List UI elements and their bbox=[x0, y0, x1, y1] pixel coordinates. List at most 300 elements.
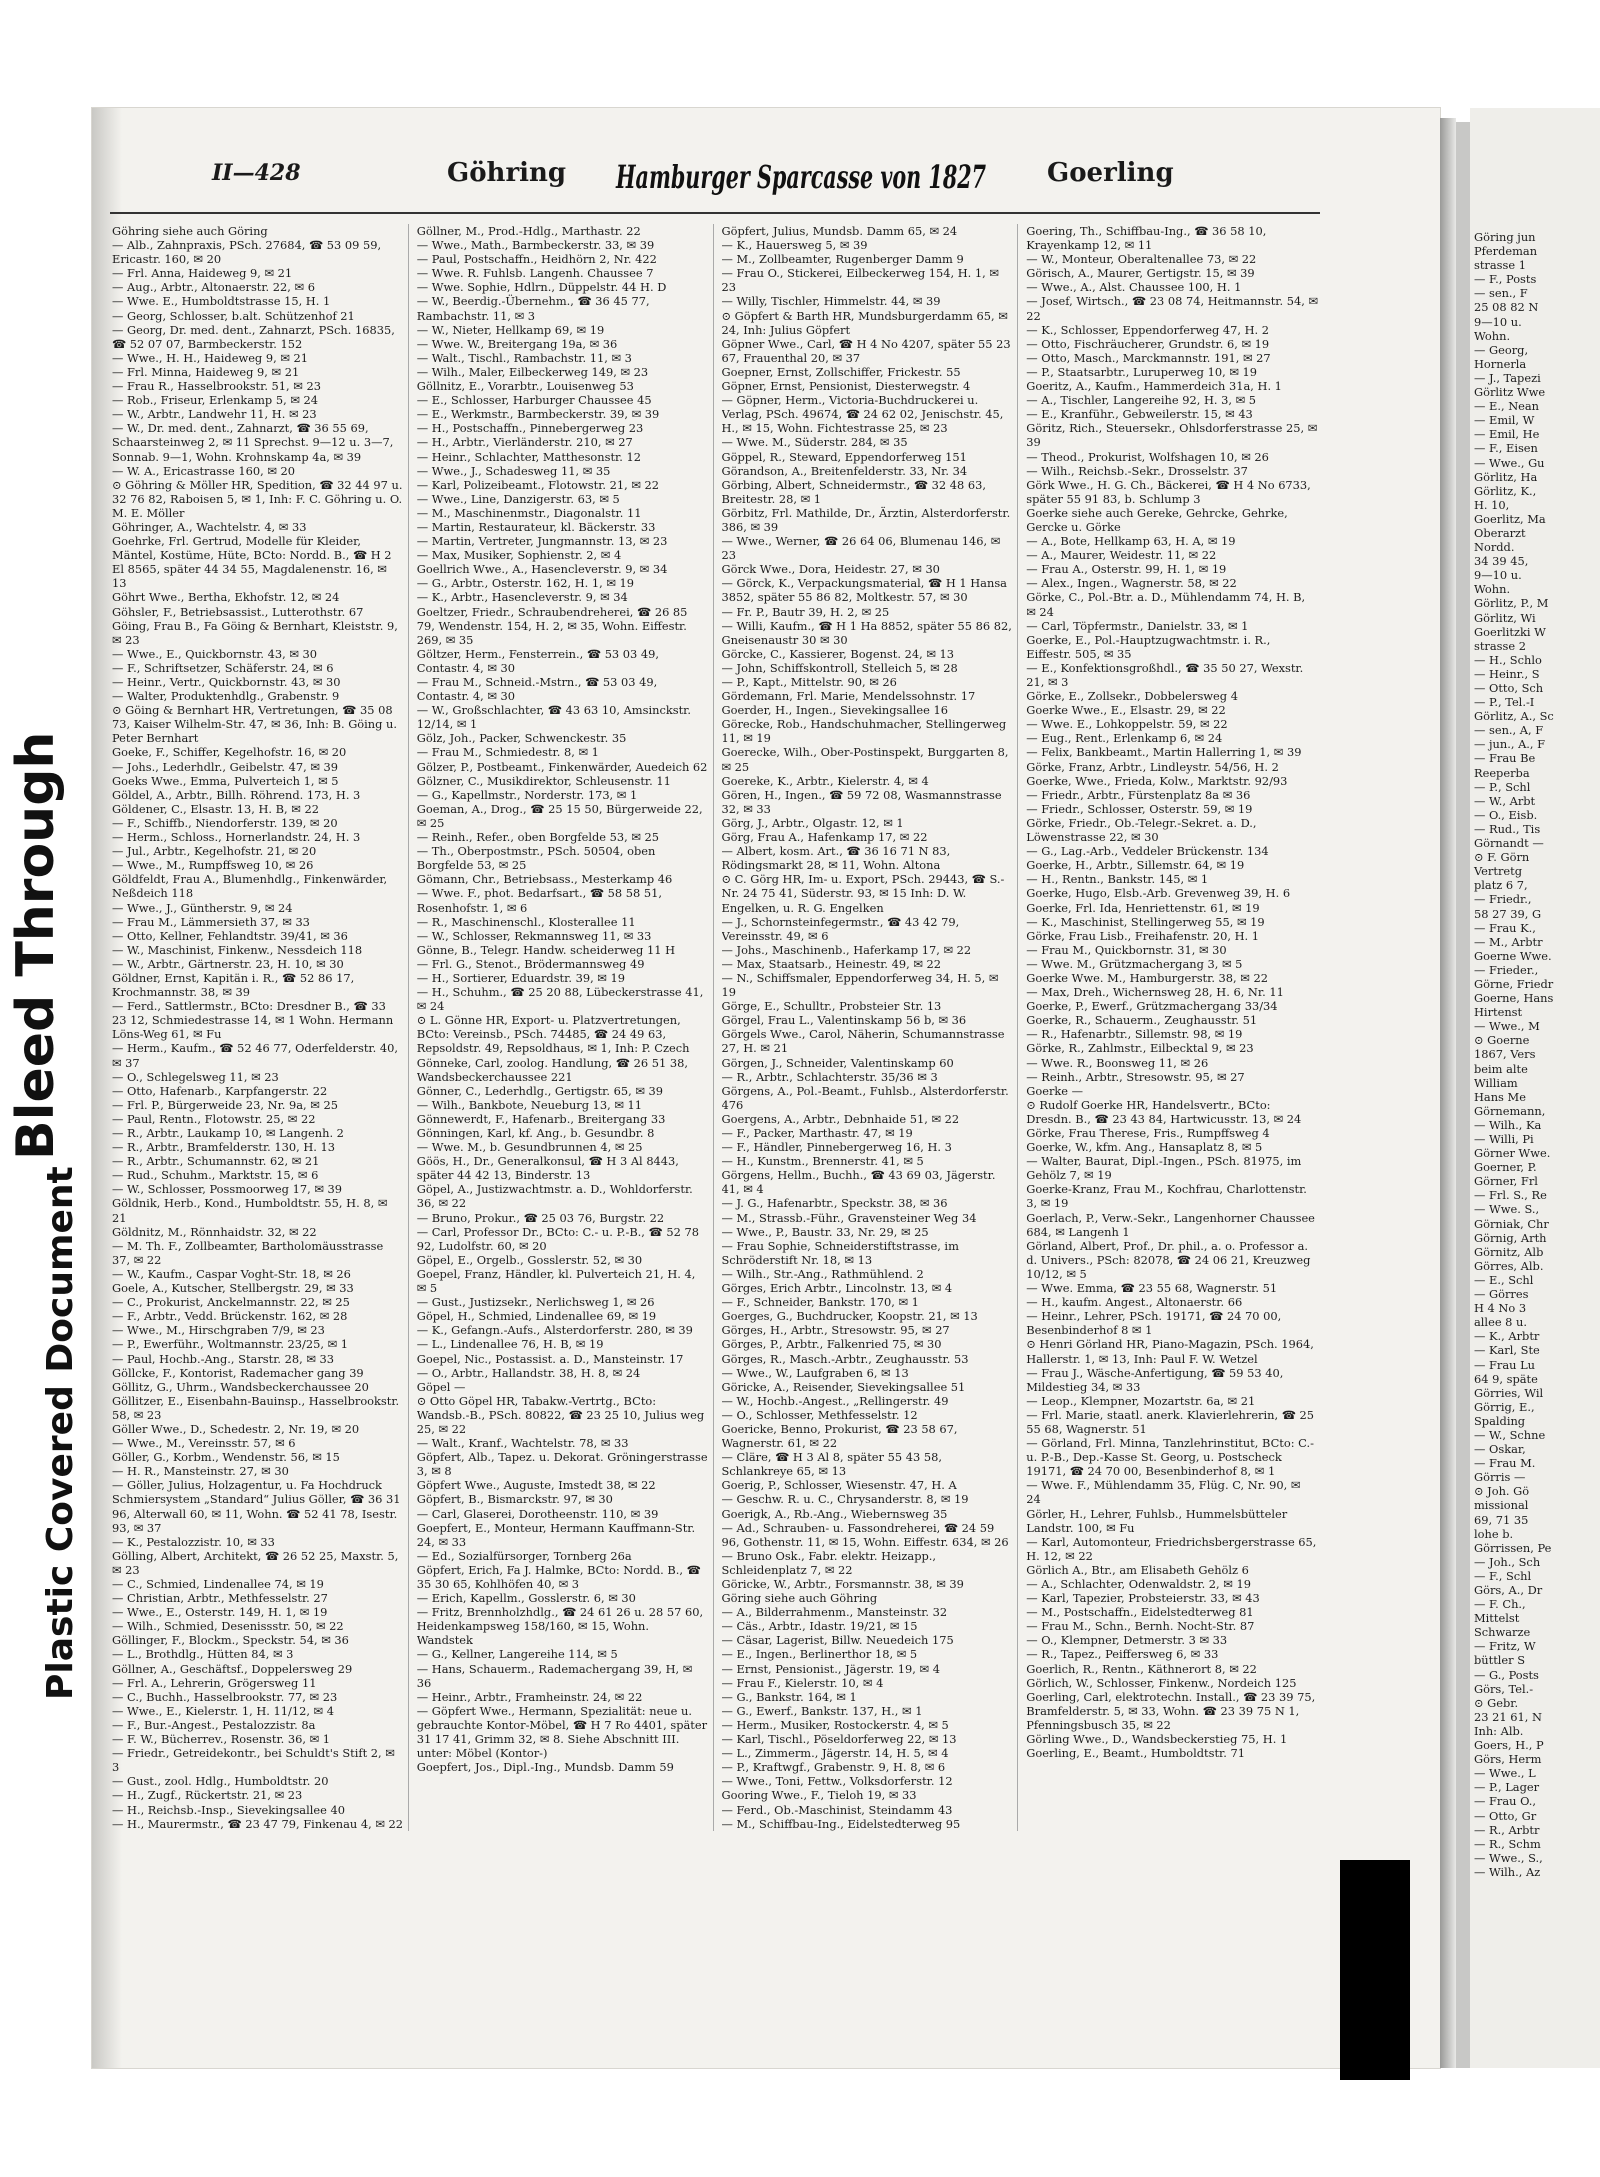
directory-entry: — F., Schiffb., Niendorferstr. 139, ✉ 20 bbox=[112, 815, 338, 830]
adjacent-page-line: — F. Ch., bbox=[1474, 1597, 1526, 1612]
directory-entry: — R., Arbtr., Schumannstr. 62, ✉ 21 bbox=[112, 1154, 320, 1169]
directory-entry: — C., Schmied, Lindenallee 74, ✉ 19 bbox=[112, 1577, 324, 1591]
adjacent-page-line: Görner Wwe. bbox=[1474, 1146, 1551, 1161]
directory-entry: — Walter, Produktenhdlg., Grabenstr. 9 bbox=[112, 689, 340, 704]
directory-entry: — F., Schriftsetzer, Schäferstr. 24, ✉ 6 bbox=[112, 660, 334, 675]
directory-entry: — Fritz, Brennholzhdlg., ☎ 24 61 26 u. 28 57 60, Heidenkampsweg 158/160, ✉ 15, Wohn. Wandstek bbox=[416, 1605, 704, 1648]
adjacent-page-line: Görs, Tel.- bbox=[1474, 1681, 1534, 1696]
directory-entry: Görck Wwe., Dora, Heidestr. 27, ✉ 30 bbox=[721, 562, 940, 577]
directory-entry: — E., Konfektionsgroßhdl., ☎ 35 50 27, Wexstr. 21, ✉ 3 bbox=[1026, 660, 1304, 689]
adjacent-page-line: — W., Arbt bbox=[1474, 793, 1536, 808]
directory-entry: — Max, Dreh., Wichernsweg 28, H. 6, Nr. 11 bbox=[1026, 985, 1284, 1000]
adjacent-page-line: — sen., F bbox=[1474, 286, 1528, 301]
directory-entry: — J., Schornsteinfegermstr., ☎ 43 42 79, Vereinsstr. 49, ✉ 6 bbox=[721, 914, 960, 943]
adjacent-page-line: platz 6 7, bbox=[1474, 878, 1528, 893]
directory-entry: — Walt., Kranf., Wachtelstr. 78, ✉ 33 bbox=[416, 1436, 629, 1451]
directory-entry: — P., Kapt., Mittelstr. 90, ✉ 26 bbox=[721, 675, 897, 689]
directory-entry: — Wwe. F., phot. Bedarfsart., ☎ 58 58 51, Rosenhofstr. 1, ✉ 6 bbox=[416, 886, 663, 915]
adjacent-page-line: Görrissen, Pe bbox=[1474, 1540, 1552, 1555]
directory-entry: — Frau Sophie, Schneiderstiftstrasse, im Schröderstift Nr. 18, ✉ 13 bbox=[721, 1238, 959, 1267]
directory-entry: Goeks Wwe., Emma, Pulverteich 1, ✉ 5 bbox=[112, 773, 339, 788]
adjacent-page-fragment bbox=[1470, 108, 1600, 2068]
directory-entry: — Paul, Rentn., Flotowstr. 25, ✉ 22 bbox=[112, 1111, 316, 1126]
directory-entry: — Heinr., Lehrer, PSch. 19171, ☎ 24 70 00, Besenbinderhof 8 ✉ 1 bbox=[1026, 1309, 1282, 1338]
directory-entry: Görke, E., Zollsekr., Dobbelersweg 4 bbox=[1026, 689, 1238, 704]
directory-entry: — Willi, Kaufm., ☎ H 1 Ha 8852, später 55 86 82, Gneisenaustr 30 ✉ 30 bbox=[721, 618, 1012, 647]
adjacent-page-line: Görnemann, bbox=[1474, 1103, 1546, 1118]
directory-entry: — Reinh., Arbtr., Stresowstr. 95, ✉ 27 bbox=[1026, 1069, 1245, 1084]
bank-logo-text: Hamburger Sparcasse von 1827 bbox=[615, 158, 986, 196]
directory-entry: — Wwe. M., Grützmachergang 3, ✉ 5 bbox=[1026, 956, 1243, 971]
directory-entry: — Wilh., Str.-Ang., Rathmühlend. 2 bbox=[721, 1266, 924, 1281]
directory-entry: Göllitzer, E., Eisenbahn-Bauinsp., Hasselbrookstr. 58, ✉ 23 bbox=[112, 1393, 400, 1422]
directory-entry: — M., Postschaffn., Eidelstedterweg 81 bbox=[1026, 1605, 1254, 1620]
adjacent-page-line: — Otto, Sch bbox=[1474, 681, 1544, 695]
directory-entry: — K., Schlosser, Eppendorferweg 47, H. 2 bbox=[1026, 322, 1270, 337]
directory-entry: — Carl, Professor Dr., BCto: C.- u. P.-B., ☎ 52 78 92, Ludolfstr. 60, ✉ 20 bbox=[416, 1224, 699, 1253]
directory-entry: — Herm., Schloss., Hornerlandstr. 24, H. 3 bbox=[112, 830, 361, 845]
adjacent-page-line: ⊙ Joh. Gö bbox=[1474, 1484, 1530, 1499]
directory-entry: — O., Schlegelsweg 11, ✉ 23 bbox=[112, 1069, 279, 1084]
directory-entry: Goerke, P., Ewerf., Grützmachergang 33/34 bbox=[1026, 999, 1278, 1014]
adjacent-page-line: — J., Tapezi bbox=[1474, 370, 1541, 385]
directory-entry: — Frau O., Stickerei, Eilbeckerweg 154, H. 1, ✉ 23 bbox=[721, 266, 999, 295]
adjacent-page-line: — Otto, Gr bbox=[1474, 1808, 1537, 1823]
adjacent-page-line: Hirtenst bbox=[1474, 1005, 1523, 1020]
directory-entry: ⊙ Göhring & Möller HR, Spedition, ☎ 32 44 97 u. 32 76 82, Raboisen 5, ✉ 1, Inh: F. C. Göhring u. O. M. E. Möller bbox=[112, 477, 403, 520]
directory-entry: — Wwe. F., Mühlendamm 35, Flüg. C, Nr. 90, ✉ 24 bbox=[1026, 1478, 1301, 1507]
directory-entry: — Wwe., E., Kielerstr. 1, H. 11/12, ✉ 4 bbox=[112, 1703, 334, 1718]
directory-entry: ⊙ Göing & Bernhart HR, Vertretungen, ☎ 35 08 73, Kaiser Wilhelm-Str. 47, ✉ 36, Inh: B. Göing u. Peter Bernhart bbox=[112, 703, 397, 746]
directory-entry: Göricke, W., Arbtr., Forsmannstr. 38, ✉ 39 bbox=[721, 1577, 964, 1591]
directory-entry: Goepel, Franz, Händler, kl. Pulverteich 21, H. 4, ✉ 5 bbox=[416, 1266, 696, 1296]
directory-entry: — Hans, Schauerm., Rademachergang 39, H, ✉ 36 bbox=[416, 1661, 693, 1690]
directory-entry: — Ferd., Sattlermstr., BCto: Dresdner B., ☎ 33 23 12, Schmiedestrasse 14, ✉ 1 Wohn. Hermann Löns-Weg 61, ✉ Fu bbox=[112, 999, 394, 1042]
directory-entry: — F., Packer, Marthastr. 47, ✉ 19 bbox=[721, 1126, 913, 1140]
directory-entry: — Ad., Schrauben- u. Fassondreherei, ☎ 24 59 96, Gothenstr. 11, ✉ 15, Wohn. Eiffestr. 634, ✉ 26 bbox=[721, 1520, 1009, 1549]
directory-entry: — Gust., zool. Hdlg., Humboldtstr. 20 bbox=[112, 1774, 329, 1789]
directory-entry: — W., Großschlachter, ☎ 43 63 10, Amsinckstr. 12/14, ✉ 1 bbox=[416, 703, 691, 732]
adjacent-page-line: Göring jun bbox=[1474, 230, 1536, 244]
adjacent-page-line: Görs, A., Dr bbox=[1474, 1583, 1543, 1597]
directory-entry: — Alb., Zahnpraxis, PSch. 27684, ☎ 53 09 59, Ericastr. 160, ✉ 20 bbox=[112, 238, 382, 267]
directory-entry: — H., Kunstm., Brennerstr. 41, ✉ 5 bbox=[721, 1154, 924, 1169]
directory-entry: Gönneke, Carl, zoolog. Handlung, ☎ 26 51 38, Wandsbeckerchaussee 221 bbox=[416, 1055, 688, 1084]
directory-entry: — L., Lindenallee 76, H. B, ✉ 19 bbox=[416, 1337, 604, 1352]
adjacent-page-line: William bbox=[1474, 1075, 1518, 1090]
directory-entry: — A., Schlachter, Odenwaldstr. 2, ✉ 19 bbox=[1026, 1577, 1251, 1591]
directory-entry: — H., Schuhm., ☎ 25 20 88, Lübeckerstrasse 41, ✉ 24 bbox=[416, 985, 704, 1014]
adjacent-page-line: — Wilh., Az bbox=[1474, 1864, 1541, 1879]
directory-entry: — Wwe. W., Breitergang 19a, ✉ 36 bbox=[416, 336, 618, 351]
directory-entry: — Max, Staatsarb., Heinestr. 49, ✉ 22 bbox=[721, 956, 942, 971]
adjacent-page-line: strasse 1 bbox=[1474, 258, 1526, 273]
directory-entry: Goerder, H., Ingen., Sievekingsallee 16 bbox=[721, 703, 949, 718]
directory-entry: — Wwe., Werner, ☎ 26 64 06, Blumenau 146, ✉ 23 bbox=[721, 534, 1001, 563]
directory-entry: — Martin, Vertreter, Jungmannstr. 13, ✉ 23 bbox=[416, 534, 668, 549]
directory-entry: — Wwe., M., Rumpffsweg 10, ✉ 26 bbox=[112, 858, 314, 873]
directory-entry: — Göller, Julius, Holzagentur, u. Fa Hochdruck Schmiersystem „Standard“ Julius Göller, ☎ 36 31 96, Alterwall 60, ✉ 11, Wohn. ☎ 52 41 78, Isestr. 93, ✉ 37 bbox=[112, 1478, 401, 1535]
adjacent-page-line: — P., Lager bbox=[1474, 1780, 1540, 1795]
directory-entry: Görges, P., Arbtr., Falkenried 75, ✉ 30 bbox=[721, 1337, 942, 1352]
directory-entry: — W., Maschinist, Finkenw., Nessdeich 118 bbox=[112, 942, 363, 957]
adjacent-page-line: — Frl. S., Re bbox=[1474, 1188, 1547, 1203]
adjacent-page-line: — R., Arbtr bbox=[1474, 1822, 1540, 1837]
directory-entry: Görgens, Hellm., Buchh., ☎ 43 69 03, Jägerstr. 41, ✉ 4 bbox=[721, 1168, 996, 1197]
adjacent-page-lines bbox=[1470, 108, 1600, 1879]
adjacent-page-line: — Emil, He bbox=[1474, 427, 1540, 442]
directory-entry: Göricke, A., Reisender, Sievekingsallee 51 bbox=[721, 1379, 966, 1394]
directory-column-3 bbox=[722, 224, 1019, 1831]
directory-entry: — Eug., Rent., Erlenkamp 6, ✉ 24 bbox=[1026, 731, 1223, 746]
adjacent-page-line: — Görres bbox=[1474, 1287, 1529, 1302]
directory-entry: ⊙ Henri Görland HR, Piano-Magazin, PSch. 1964, Hallerstr. 1, ✉ 13, Inh: Paul F. W. Wetzel bbox=[1026, 1337, 1314, 1366]
directory-columns bbox=[112, 224, 1322, 1831]
directory-entry: — Alex., Ingen., Wagnerstr. 58, ✉ 22 bbox=[1026, 576, 1237, 591]
directory-entry: — Martin, Restaurateur, kl. Bäckerstr. 33 bbox=[416, 519, 656, 534]
directory-entry: Goerigk, A., Rb.-Ang., Wiebernsweg 35 bbox=[721, 1506, 948, 1521]
directory-entry: ⊙ Rudolf Goerke HR, Handelsvertr., BCto: Dresdn. B., ☎ 23 43 84, Hartwicusstr. 13, ✉ 24 bbox=[1026, 1097, 1302, 1126]
adjacent-page-line: H. 10, bbox=[1474, 497, 1510, 512]
directory-entry: Göpner, Ernst, Pensionist, Diesterwegstr. 4 bbox=[721, 379, 971, 394]
adjacent-page-line: Spalding bbox=[1474, 1413, 1526, 1428]
directory-entry: — Frau J., Wäsche-Anfertigung, ☎ 59 53 40, Mildestieg 34, ✉ 33 bbox=[1026, 1365, 1284, 1394]
adjacent-page-line: Pferdeman bbox=[1474, 244, 1538, 259]
directory-entry: Göllcke, F., Kontorist, Rademacher gang 39 bbox=[112, 1365, 364, 1380]
directory-entry: Göritz, Rich., Steuersekr., Ohlsdorferstrasse 25, ✉ 39 bbox=[1026, 421, 1318, 450]
directory-entry: — John, Schiffskontroll, Stelleich 5, ✉ 28 bbox=[721, 660, 958, 675]
directory-entry: Gölzer, P., Postbeamt., Finkenwärder, Auedeich 62 bbox=[416, 759, 708, 774]
directory-entry: Goerke, Hugo, Elsb.-Arb. Grevenweg 39, H. 6 bbox=[1026, 886, 1291, 901]
directory-entry: — R., Tapez., Peiffersweg 6, ✉ 33 bbox=[1026, 1647, 1219, 1662]
directory-entry: Göpel, E., Orgelb., Gosslerstr. 52, ✉ 30 bbox=[416, 1252, 643, 1267]
adjacent-page-line: Schwarze bbox=[1474, 1625, 1531, 1640]
adjacent-page-line: Goerne Wwe. bbox=[1474, 948, 1552, 963]
directory-entry: — M., Schiffbau-Ing., Eidelstedterweg 95 bbox=[721, 1816, 961, 1831]
directory-entry: — Josef, Wirtsch., ☎ 23 08 74, Heitmannstr. 54, ✉ 22 bbox=[1026, 294, 1318, 323]
directory-entry: — O., Arbtr., Hallandstr. 38, H. 8, ✉ 24 bbox=[416, 1365, 641, 1380]
adjacent-page-line: — G., Posts bbox=[1474, 1667, 1539, 1682]
directory-entry: — Walter, Baurat, Dipl.-Ingen., PSch. 81975, im Gehölz 7, ✉ 19 bbox=[1026, 1154, 1302, 1183]
adjacent-page-line: Görnig, Arth bbox=[1474, 1230, 1547, 1245]
directory-entry: Goering, Th., Schiffbau-Ing., ☎ 36 58 10, Krayenkamp 12, ✉ 11 bbox=[1026, 224, 1267, 253]
directory-entry: Goehrke, Frl. Gertrud, Modelle für Kleider, Mäntel, Kostüme, Hüte, BCto: Nordd. B., ☎ H 2 El 8565, später 44 34 55, Magdalenenstr. 16, ✉ 13 bbox=[112, 534, 392, 591]
directory-entry: — Wwe., E., Osterstr. 149, H. 1, ✉ 19 bbox=[112, 1605, 328, 1620]
directory-entry: — E., Ingen., Berlinerthor 18, ✉ 5 bbox=[721, 1647, 918, 1662]
adjacent-page-line: beim alte bbox=[1474, 1061, 1528, 1076]
directory-entry: — Wwe. Sophie, Hdlrn., Düppelstr. 44 H. D bbox=[416, 280, 667, 295]
directory-entry: — E., Kranführ., Gebweilerstr. 15, ✉ 43 bbox=[1026, 407, 1253, 422]
directory-entry: Gördemann, Frl. Marie, Mendelssohnstr. 17 bbox=[721, 689, 976, 704]
directory-entry: — Max, Musiker, Sophienstr. 2, ✉ 4 bbox=[416, 548, 622, 563]
directory-entry: — Frl. P., Bürgerweide 23, Nr. 9a, ✉ 25 bbox=[112, 1097, 338, 1112]
directory-entry: — G., Kellner, Langereihe 114, ✉ 5 bbox=[416, 1647, 618, 1662]
directory-entry: — W., Schlosser, Rekmannsweg 11, ✉ 33 bbox=[416, 928, 652, 943]
directory-entry: Goerke, E., Pol.-Hauptzugwachtmstr. i. R., Eiffestr. 505, ✉ 35 bbox=[1026, 632, 1271, 661]
directory-entry: Görke, R., Zahlmstr., Eilbecktal 9, ✉ 23 bbox=[1026, 1041, 1254, 1056]
directory-entry: — F., Bur.-Angest., Pestalozzistr. 8a bbox=[112, 1717, 316, 1732]
directory-entry: — K., Pestalozzistr. 10, ✉ 33 bbox=[112, 1534, 275, 1549]
directory-entry: Goerig, P., Schlosser, Wiesenstr. 47, H. A bbox=[721, 1478, 957, 1493]
directory-entry: Gölling, Albert, Architekt, ☎ 26 52 25, Maxstr. 5, ✉ 23 bbox=[112, 1548, 399, 1577]
directory-entry: — Friedr., Getreidekontr., bei Schuldt's Stift 2, ✉ 3 bbox=[112, 1746, 395, 1775]
directory-entry: — Wwe., M., Hirschgraben 7/9, ✉ 23 bbox=[112, 1323, 325, 1338]
directory-entry: — Heinr., Vertr., Quickbornstr. 43, ✉ 30 bbox=[112, 675, 341, 689]
adjacent-page-line: — Emil, W bbox=[1474, 413, 1535, 428]
directory-entry: — A., Tischler, Langereihe 92, H. 3, ✉ 5 bbox=[1026, 393, 1257, 408]
directory-entry: — Christian, Arbtr., Methfesselstr. 27 bbox=[112, 1591, 328, 1606]
adjacent-page-line: — K., Arbtr bbox=[1474, 1329, 1540, 1344]
adjacent-page-line: missional bbox=[1474, 1498, 1529, 1513]
adjacent-page-line: — Frau Lu bbox=[1474, 1357, 1536, 1372]
directory-entry: — W., Monteur, Oberaltenallee 73, ✉ 22 bbox=[1026, 252, 1257, 267]
directory-entry: — Frau M., Lämmersieth 37, ✉ 33 bbox=[112, 914, 310, 929]
directory-entry: Görges, H., Arbtr., Stresowstr. 95, ✉ 27 bbox=[721, 1323, 950, 1338]
directory-entry: Görlich, W., Schlosser, Finkenw., Nordeich 125 bbox=[1026, 1675, 1297, 1690]
directory-entry: Goerke siehe auch Gereke, Gehrcke, Gehrke, Gercke u. Görke bbox=[1026, 505, 1288, 534]
adjacent-page-line: ⊙ Gebr. bbox=[1474, 1695, 1519, 1710]
directory-entry: Görgens, A., Pol.-Beamt., Fuhlsb., Alsterdorferstr. 476 bbox=[721, 1083, 1009, 1112]
directory-entry: Goerke, R., Schauerm., Zeughausstr. 51 bbox=[1026, 1013, 1258, 1028]
directory-entry: Görgels Wwe., Carol, Näherin, Schumannstrasse 27, H. ✉ 21 bbox=[721, 1027, 1005, 1056]
directory-entry: Görk Wwe., H. G. Ch., Bäckerei, ☎ H 4 No 6733, später 55 91 83, b. Schlump 3 bbox=[1026, 477, 1311, 506]
directory-entry: Gönner, C., Lederhdlg., Gertigstr. 65, ✉ 39 bbox=[416, 1083, 663, 1098]
directory-entry: Goereke, K., Arbtr., Kielerstr. 4, ✉ 4 bbox=[721, 773, 929, 788]
directory-entry: Goerecke, Wilh., Ober-Postinspekt, Burggarten 8, ✉ 25 bbox=[721, 745, 1009, 774]
directory-entry: — Felix, Bankbeamt., Martin Hallerring 1, ✉ 39 bbox=[1026, 745, 1302, 760]
directory-entry: Goerke — bbox=[1026, 1083, 1084, 1098]
adjacent-page-line: — M., Arbtr bbox=[1474, 934, 1543, 949]
directory-entry: — Ed., Sozialfürsorger, Tornberg 26a bbox=[416, 1548, 632, 1563]
directory-entry: — Wwe., J., Schadesweg 11, ✉ 35 bbox=[416, 463, 611, 478]
adjacent-page-line: — R., Schm bbox=[1474, 1836, 1541, 1851]
adjacent-page-line: — Frau Be bbox=[1474, 751, 1536, 766]
directory-entry: — W. A., Ericastrasse 160, ✉ 20 bbox=[112, 463, 295, 478]
directory-entry: Göpel — bbox=[416, 1379, 466, 1394]
directory-entry: — Wwe., H. H., Haideweg 9, ✉ 21 bbox=[112, 350, 308, 365]
directory-entry: Goerlich, R., Rentn., Käthnerort 8, ✉ 22 bbox=[1026, 1661, 1257, 1676]
adjacent-page-line: — Heinr., S bbox=[1474, 666, 1540, 681]
book-spine-shadow bbox=[1340, 1860, 1410, 2080]
directory-entry: Görland, Albert, Prof., Dr. phil., a. o. Professor a. d. Univers., PSch: 82078, ☎ 24 06 21, Kreuzweg 10/12, ✉ 5 bbox=[1026, 1238, 1311, 1281]
directory-entry: — Frau M., Schmiedestr. 8, ✉ 1 bbox=[416, 745, 599, 760]
adjacent-page-line: Reeperba bbox=[1474, 765, 1530, 780]
directory-entry: Göpfert Wwe., Auguste, Imstedt 38, ✉ 22 bbox=[416, 1478, 656, 1493]
directory-entry: — Otto, Masch., Marckmannstr. 191, ✉ 27 bbox=[1026, 350, 1271, 365]
adjacent-page-line: Goerne, Hans bbox=[1474, 991, 1554, 1006]
adjacent-page-line: Wohn. bbox=[1474, 328, 1511, 343]
directory-entry: Göller Wwe., D., Schedestr. 2, Nr. 19, ✉ 20 bbox=[112, 1421, 360, 1436]
directory-entry: — Frl. Anna, Haideweg 9, ✉ 21 bbox=[112, 266, 293, 281]
directory-entry: Görisch, A., Maurer, Gertigstr. 15, ✉ 39 bbox=[1026, 266, 1255, 281]
adjacent-page-line: — Wwe., L bbox=[1474, 1766, 1536, 1781]
adjacent-page-line: Görne, Friedr bbox=[1474, 976, 1554, 991]
directory-entry: Görke, Frau Lisb., Freihafenstr. 20, H. 1 bbox=[1026, 928, 1260, 943]
directory-entry: — Paul, Postschaffn., Heidhörn 2, Nr. 422 bbox=[416, 252, 657, 267]
adjacent-page-line: — jun., A., F bbox=[1474, 737, 1546, 752]
directory-entry: Göldnik, Herb., Kond., Humboldtstr. 55, H. 8, ✉ 21 bbox=[112, 1196, 388, 1225]
adjacent-page-line: 25 08 82 N bbox=[1474, 300, 1539, 315]
directory-entry: — P., Ewerführ., Woltmannstr. 23/25, ✉ 1 bbox=[112, 1337, 349, 1352]
directory-entry: Goerling, Carl, elektrotechn. Install., ☎ 23 39 75, Bramfelderstr. 5, ✉ 33, Wohn. ☎ 23 39 75 N 1, Pfenningsbusch 35, ✉ 22 bbox=[1026, 1689, 1316, 1732]
directory-entry: Goericke, Benno, Prokurist, ☎ 23 58 67, Wagnerstr. 61, ✉ 22 bbox=[721, 1421, 958, 1451]
directory-entry: — F., Händler, Pinnebergerweg 16, H. 3 bbox=[721, 1140, 952, 1155]
directory-entry: Goerke, W., kfm. Ang., Hansaplatz 8, ✉ 5 bbox=[1026, 1140, 1263, 1155]
directory-entry: — Willy, Tischler, Himmelstr. 44, ✉ 39 bbox=[721, 294, 941, 309]
directory-entry: — Walt., Tischl., Rambachstr. 11, ✉ 3 bbox=[416, 350, 632, 365]
directory-entry: — A., Bilderrahmenm., Mansteinstr. 32 bbox=[721, 1605, 948, 1620]
adjacent-page-line: strasse 2 bbox=[1474, 638, 1526, 653]
adjacent-page-line: Oberarzt bbox=[1474, 525, 1526, 540]
directory-entry: — Jul., Arbtr., Kegelhofstr. 21, ✉ 20 bbox=[112, 844, 317, 859]
directory-entry: — Görck, K., Verpackungsmaterial, ☎ H 1 Hansa 3852, später 55 86 82, Moltkestr. 57, ✉ 30 bbox=[721, 576, 1007, 605]
directory-entry: Goerges, G., Buchdrucker, Koopstr. 21, ✉ 13 bbox=[721, 1309, 978, 1324]
directory-entry: Göllinger, F., Blockm., Speckstr. 54, ✉ 36 bbox=[112, 1633, 349, 1648]
directory-entry: — Friedr., Schlosser, Osterstr. 59, ✉ 19 bbox=[1026, 801, 1253, 816]
adjacent-page-line: Goers, H., P bbox=[1474, 1738, 1544, 1753]
adjacent-page-line: 64 9, späte bbox=[1474, 1371, 1538, 1386]
adjacent-page-line: — Fritz, W bbox=[1474, 1639, 1536, 1654]
directory-entry: — Frau M., Schneid.-Mstrn., ☎ 53 03 49, Contastr. 4, ✉ 30 bbox=[416, 675, 658, 704]
directory-entry: Goellrich Wwe., A., Hasencleverstr. 9, ✉ 34 bbox=[416, 562, 668, 577]
directory-entry: — Wwe., P., Baustr. 33, Nr. 29, ✉ 25 bbox=[721, 1224, 929, 1239]
adjacent-page-line: allee 8 u. bbox=[1474, 1315, 1528, 1330]
adjacent-page-line: — Joh., Sch bbox=[1474, 1554, 1541, 1569]
directory-entry: — Georg, Dr. med. dent., Zahnarzt, PSch. 16835, ☎ 52 07 07, Barmbeckerstr. 152 bbox=[112, 322, 395, 351]
directory-entry: Görecke, Rob., Handschuhmacher, Stellingerweg 11, ✉ 19 bbox=[721, 717, 1007, 746]
page-number: II—428 bbox=[212, 160, 301, 186]
directory-entry: — Wilh., Maler, Eilbeckerweg 149, ✉ 23 bbox=[416, 364, 649, 379]
adjacent-page-line: — H., Schlo bbox=[1474, 652, 1542, 667]
directory-entry: — Herm., Kaufm., ☎ 52 46 77, Oderfelderstr. 40, ✉ 37 bbox=[112, 1041, 398, 1070]
directory-entry: Göltzer, Herm., Fensterrein., ☎ 53 03 49, Contastr. 4, ✉ 30 bbox=[416, 646, 660, 675]
directory-entry: — W., Kaufm., Caspar Voght-Str. 18, ✉ 26 bbox=[112, 1266, 351, 1281]
adjacent-page-line: — Wwe., S., bbox=[1474, 1850, 1543, 1865]
directory-entry: ⊙ Göpfert & Barth HR, Mundsburgerdamm 65, ✉ 24, Inh: Julius Göpfert bbox=[721, 308, 1008, 337]
adjacent-page-line: lohe b. bbox=[1474, 1526, 1514, 1541]
directory-entry: Göller, G., Korbm., Wendenstr. 56, ✉ 15 bbox=[112, 1450, 340, 1465]
directory-entry: — Frl. Minna, Haideweg 9, ✉ 21 bbox=[112, 364, 300, 379]
directory-entry: — Wwe., A., Alst. Chaussee 100, H. 1 bbox=[1026, 280, 1242, 295]
directory-entry: Göllitz, G., Uhrm., Wandsbeckerchaussee 20 bbox=[112, 1379, 369, 1394]
directory-entry: — W., Schlosser, Possmoorweg 17, ✉ 39 bbox=[112, 1182, 342, 1197]
directory-entry: — G., Arbtr., Osterstr. 162, H. 1, ✉ 19 bbox=[416, 576, 635, 591]
directory-entry: — G., Bankstr. 164, ✉ 1 bbox=[721, 1689, 857, 1704]
directory-entry: — Wwe. R., Boonsweg 11, ✉ 26 bbox=[1026, 1055, 1209, 1070]
directory-entry: Göhsler, F., Betriebsassist., Lutterothstr. 67 bbox=[112, 604, 364, 619]
directory-entry: Görgel, Frau L., Valentinskamp 56 b, ✉ 36 bbox=[721, 1013, 967, 1028]
adjacent-page-line: — W., Schne bbox=[1474, 1427, 1546, 1442]
directory-entry: — P., Staatsarbtr., Luruperweg 10, ✉ 19 bbox=[1026, 364, 1257, 379]
directory-entry: Goepfert, E., Monteur, Hermann Kauffmann-Str. 24, ✉ 33 bbox=[416, 1520, 696, 1549]
directory-entry: — Wilh., Bankbote, Neueburg 13, ✉ 11 bbox=[416, 1097, 643, 1112]
directory-entry: — Carl, Töpfermstr., Danielstr. 33, ✉ 1 bbox=[1026, 618, 1249, 633]
directory-entry: — L., Brothdlg., Hütten 84, ✉ 3 bbox=[112, 1647, 294, 1662]
directory-entry: — Frau M., Quickbornstr. 31, ✉ 30 bbox=[1026, 942, 1227, 957]
directory-entry: ⊙ Otto Göpel HR, Tabakw.-Vertrtg., BCto: Wandsb.-B., PSch. 80822, ☎ 23 25 10, Julius weg 25, ✉ 22 bbox=[416, 1393, 705, 1436]
directory-entry: — Wwe. Emma, ☎ 23 55 68, Wagnerstr. 51 bbox=[1026, 1281, 1278, 1296]
directory-entry: — H. R., Mansteinstr. 27, ✉ 30 bbox=[112, 1464, 289, 1479]
directory-entry: Gönne, B., Telegr. Handw. scheiderweg 11 H bbox=[416, 942, 676, 957]
directory-entry: Goepel, Nic., Postassist. a. D., Mansteinstr. 17 bbox=[416, 1351, 684, 1366]
directory-entry: — Görland, Frl. Minna, Tanzlehrinstitut, BCto: C.- u. P.-B., Dep.-Kasse St. Georg, u. Postscheck 19171, ☎ 24 70 00, Besenbinderhof 8, ✉ 1 bbox=[1026, 1436, 1314, 1479]
directory-entry: — Frau M., Schn., Bernh. Nocht-Str. 87 bbox=[1026, 1619, 1255, 1634]
adjacent-page-line: — Wilh., Ka bbox=[1474, 1117, 1542, 1132]
directory-entry: Görler, H., Lehrer, Fuhlsb., Hummelsbütteler Landstr. 100, ✉ Fu bbox=[1026, 1506, 1288, 1535]
directory-entry: — W., Arbtr., Landwehr 11, H. ✉ 23 bbox=[112, 407, 317, 422]
bleed-through-label: Bleed Through bbox=[6, 731, 66, 1160]
directory-entry: Görgen, J., Schneider, Valentinskamp 60 bbox=[721, 1055, 954, 1070]
adjacent-page-line: H 4 No 3 bbox=[1474, 1301, 1527, 1316]
directory-entry: — Paul, Hochb.-Ang., Starstr. 28, ✉ 33 bbox=[112, 1351, 335, 1366]
directory-entry: — Heinr., Schlachter, Matthesonstr. 12 bbox=[416, 449, 641, 464]
directory-entry: — A., Maurer, Weidestr. 11, ✉ 22 bbox=[1026, 548, 1217, 563]
directory-entry: Görges, R., Masch.-Arbtr., Zeughausstr. 53 bbox=[721, 1351, 969, 1366]
directory-entry: Görke, Franz, Arbtr., Lindleystr. 54/56, H. 2 bbox=[1026, 759, 1279, 774]
header-rule bbox=[110, 212, 1320, 214]
adjacent-page-line: ⊙ Goerne bbox=[1474, 1033, 1530, 1048]
directory-entry: — Johs., Maschinenb., Haferkamp 17, ✉ 22 bbox=[721, 942, 972, 957]
directory-entry: — Friedr., Arbtr., Fürstenplatz 8a ✉ 36 bbox=[1026, 787, 1251, 802]
directory-entry: Göös, H., Dr., Generalkonsul, ☎ H 3 Al 8443, später 44 42 13, Binderstr. 13 bbox=[416, 1154, 679, 1183]
adjacent-page-line: Görris — bbox=[1474, 1470, 1526, 1485]
directory-entry: — Heinr., Arbtr., Framheinstr. 24, ✉ 22 bbox=[416, 1689, 643, 1704]
directory-entry: Göhrt Wwe., Bertha, Ekhofstr. 12, ✉ 24 bbox=[112, 590, 340, 605]
adjacent-page-line: ⊙ F. Görn bbox=[1474, 850, 1530, 865]
directory-entry: — M., Strassb.-Führ., Gravensteiner Weg 34 bbox=[721, 1210, 977, 1225]
directory-entry: Görg, J., Arbtr., Olgastr. 12, ✉ 1 bbox=[721, 815, 904, 830]
directory-entry: Goerke, H., Arbtr., Sillemstr. 64, ✉ 19 bbox=[1026, 858, 1245, 873]
directory-entry: Görg, Frau A., Hafenkamp 17, ✉ 22 bbox=[721, 830, 928, 845]
adjacent-page-line: Görnandt — bbox=[1474, 836, 1544, 851]
directory-entry: Göpfert, Alb., Tapez. u. Dekorat. Gröningerstrasse 3, ✉ 8 bbox=[416, 1450, 708, 1479]
keyword-right: Goerling bbox=[1047, 158, 1174, 188]
directory-entry: — N., Schiffsmaler, Eppendorferweg 34, H. 5, ✉ 19 bbox=[721, 970, 999, 1000]
adjacent-page-line: — Georg, bbox=[1474, 342, 1529, 357]
directory-entry: Göllnitz, E., Vorarbtr., Louisenweg 53 bbox=[416, 379, 634, 394]
directory-entry: Göing, Frau B., Fa Göing & Bernhart, Kleiststr. 9, ✉ 23 bbox=[112, 618, 398, 647]
adjacent-page-line: — E., Schl bbox=[1474, 1272, 1534, 1287]
directory-entry: — Karl, Automonteur, Friedrichsbergerstrasse 65, H. 12, ✉ 22 bbox=[1026, 1534, 1317, 1563]
plastic-covered-label: Plastic Covered Document bbox=[40, 1166, 81, 1700]
directory-column-2 bbox=[417, 224, 714, 1831]
directory-entry: — Rob., Friseur, Erlenkamp 5, ✉ 24 bbox=[112, 393, 318, 408]
directory-column-4 bbox=[1026, 224, 1322, 1831]
directory-entry: — Bruno, Prokur., ☎ 25 03 76, Burgstr. 22 bbox=[416, 1210, 665, 1225]
directory-entry: — R., Maschinenschl., Klosterallee 11 bbox=[416, 914, 636, 929]
directory-entry: — Leop., Klempner, Mozartstr. 6a, ✉ 21 bbox=[1026, 1393, 1256, 1408]
directory-entry: — C., Prokurist, Anckelmannstr. 22, ✉ 25 bbox=[112, 1295, 350, 1310]
directory-entry: — H., Reichsb.-Insp., Sievekingsallee 40 bbox=[112, 1802, 345, 1817]
directory-entry: Göring siehe auch Göhring bbox=[721, 1591, 878, 1606]
directory-entry: — Wwe. R. Fuhlsb. Langenh. Chaussee 7 bbox=[416, 266, 654, 281]
adjacent-page-line: Vertretg bbox=[1474, 864, 1522, 879]
directory-entry: — Carl, Glaserei, Dorotheenstr. 110, ✉ 39 bbox=[416, 1506, 659, 1521]
directory-entry: — Göpner, Herm., Victoria-Buchdruckerei u. Verlag, PSch. 49674, ☎ 24 62 02, Jenischstr. 45, H., ✉ 15, Wohn. Fichtestrasse 25, ✉ 23 bbox=[721, 393, 1004, 436]
directory-entry: Goerke, Wwe., Frieda, Kolw., Marktstr. 92/93 bbox=[1026, 773, 1288, 788]
adjacent-page-line: — Friedr., bbox=[1474, 892, 1532, 907]
directory-entry: — Wwe., Toni, Fettw., Volksdorferstr. 12 bbox=[721, 1774, 953, 1789]
directory-entry: — R., Arbtr., Bramfelderstr. 130, H. 13 bbox=[112, 1140, 336, 1155]
directory-entry: Göldner, Ernst, Kapitän i. R., ☎ 52 86 17, Krochmannstr. 38, ✉ 39 bbox=[112, 970, 355, 1000]
directory-column-1 bbox=[112, 224, 409, 1831]
directory-entry: — Frl. Marie, staatl. anerk. Klavierlehrerin, ☎ 25 55 68, Wagnerstr. 51 bbox=[1026, 1407, 1315, 1436]
directory-entry: — Frau R., Hasselbrookstr. 51, ✉ 23 bbox=[112, 379, 321, 394]
directory-entry: Goeltzer, Friedr., Schraubendreherei, ☎ 26 85 79, Wendenstr. 154, H. 2, ✉ 35, Wohn. Eiffestr. 269, ✉ 35 bbox=[416, 604, 688, 647]
directory-entry: Görling Wwe., D., Wandsbeckerstieg 75, H. 1 bbox=[1026, 1732, 1288, 1747]
directory-entry: — Frau A., Osterstr. 99, H. 1, ✉ 19 bbox=[1026, 562, 1227, 577]
adjacent-page-line: Mittelst bbox=[1474, 1611, 1520, 1626]
